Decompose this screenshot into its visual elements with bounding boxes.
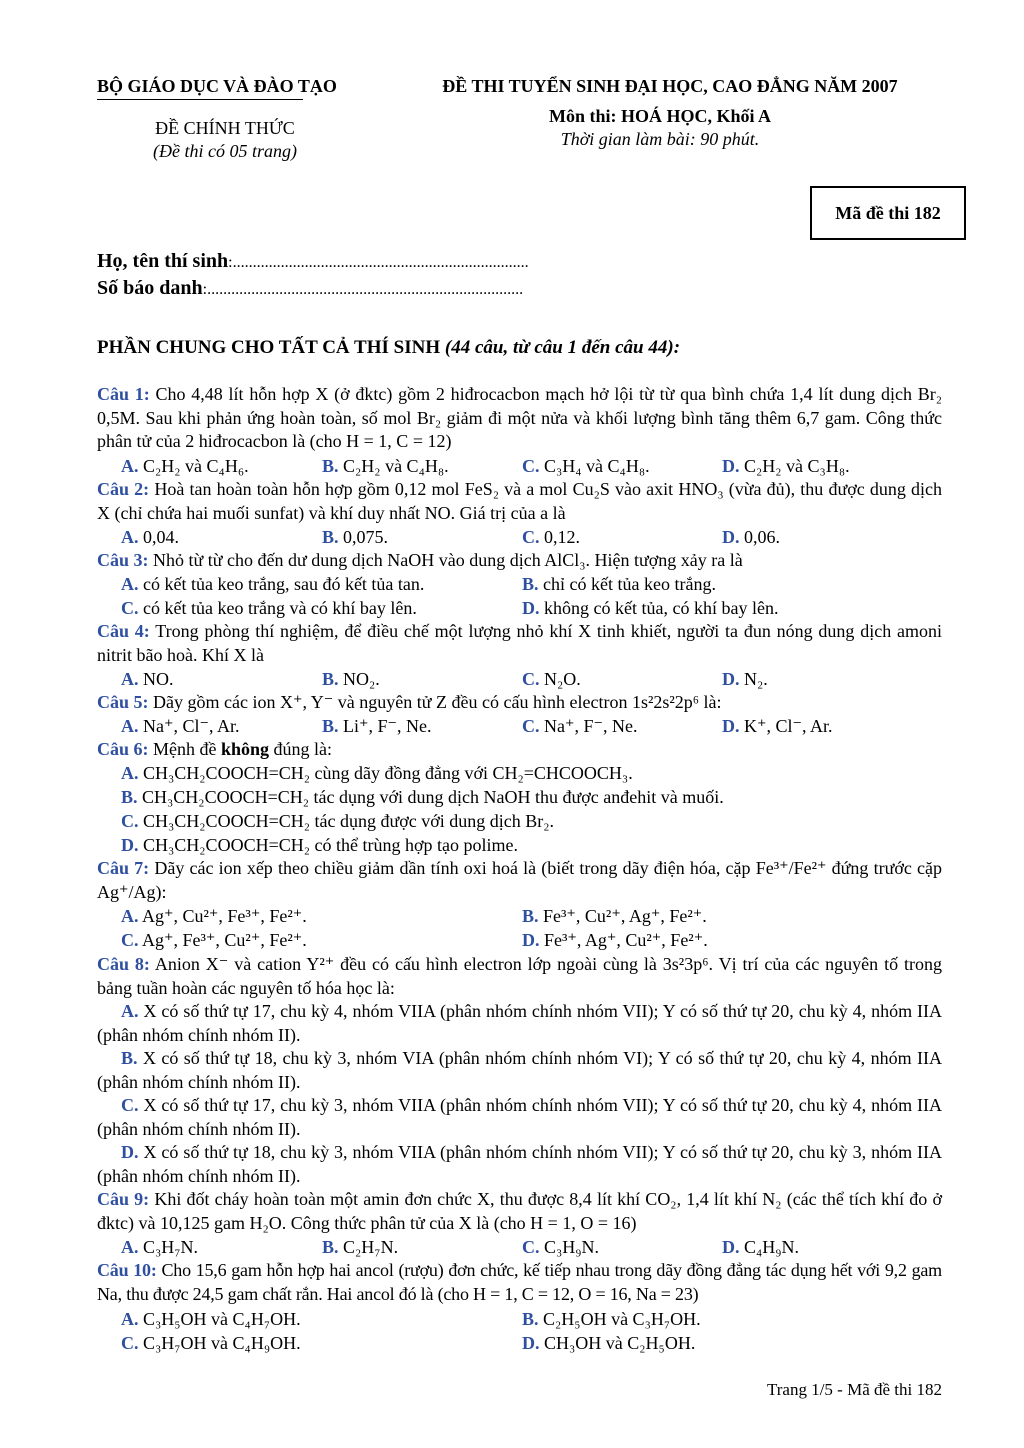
candidate-id-dots: :............................................................................... (202, 281, 524, 298)
option-label: C. (121, 930, 139, 950)
option-label: A. (121, 906, 139, 926)
option-text: CH₃CH₂COOCH=CH₂ tác dụng được với dung dịch Br₂. (143, 811, 555, 831)
option-text: C₂H₂ và C₃H₈. (744, 456, 850, 476)
option-text: Fe³⁺, Ag⁺, Cu²⁺, Fe²⁺. (544, 930, 708, 950)
q9-option-d[interactable] (722, 1236, 799, 1260)
question-text: Nhỏ từ từ cho đến dư dung dịch NaOH vào dung dịch AlCl₃. Hiện tượng xảy ra là (153, 550, 743, 570)
option-text: NO. (143, 669, 174, 689)
q4-option-d[interactable] (722, 668, 768, 692)
q1-option-a[interactable] (121, 455, 249, 479)
option-text: có kết tủa keo trắng và có khí bay lên. (143, 598, 417, 618)
candidate-name-dots: :.......................................................................... (228, 254, 529, 271)
option-text: CH₃CH₂COOCH=CH₂ cùng dãy đồng đẳng với CH₂=CHCOOCH₃. (143, 763, 633, 783)
section-note: (44 câu, từ câu 1 đến câu 44): (444, 337, 681, 358)
option-text: C₂H₇N. (343, 1237, 399, 1257)
question-text: Cho 4,48 lít hỗn hợp X (ở đktc) gồm 2 hiđrocacbon mạch hở lội từ từ qua bình chứa 1,4 lít dung dịch Br₂ 0,5M. Sau khi phản ứng hoàn toàn, số mol Br₂ giảm đi một nửa và khối lượng bình tăng thêm 6,7 gam. Công thức phân tử của 2 hiđrocacbon là (cho H = 1, C = 12) (97, 384, 942, 451)
option-label: C. (121, 1095, 139, 1115)
option-text: 0,075. (343, 527, 389, 547)
q8-option-d[interactable] (97, 1141, 942, 1188)
q9-option-c[interactable] (522, 1236, 599, 1260)
option-label: B. (322, 716, 339, 736)
q4-option-a[interactable] (121, 668, 174, 692)
option-label: B. (522, 906, 539, 926)
exam-title: ĐỀ THI TUYỂN SINH ĐẠI HỌC, CAO ĐẲNG NĂM 2007 (442, 76, 898, 96)
question-number: Câu 6: (97, 739, 149, 759)
option-label: C. (121, 1333, 139, 1353)
question-8 (97, 953, 942, 1000)
question-number: Câu 4: (97, 621, 150, 641)
option-label: B. (322, 456, 339, 476)
option-label: C. (522, 527, 540, 547)
option-text: N₂O. (544, 669, 581, 689)
candidate-id-line (97, 277, 523, 300)
time-line: Thời gian làm bài: 90 phút. (560, 129, 760, 149)
q3-option-a[interactable] (121, 573, 424, 597)
option-label: B. (322, 527, 339, 547)
option-text: C₂H₂ và C₄H₈. (343, 456, 449, 476)
q9-option-a[interactable] (121, 1236, 198, 1260)
question-text: Trong phòng thí nghiệm, để điều chế một lượng nhỏ khí X tinh khiết, người ta đun nóng dung dịch amoni nitrit bão hoà. Khí X là (97, 621, 943, 665)
option-label: C. (522, 669, 540, 689)
option-label: C. (522, 716, 540, 736)
question-5 (97, 691, 942, 715)
option-text: Na⁺, F⁻, Ne. (544, 716, 638, 736)
option-text: C₃H₅OH và C₄H₇OH. (143, 1309, 301, 1329)
candidate-name-line (97, 250, 529, 273)
option-text: Ag⁺, Fe³⁺, Cu²⁺, Fe²⁺. (142, 930, 307, 950)
question-text: Dãy các ion xếp theo chiều giảm dần tính oxi hoá là (biết trong dãy điện hóa, cặp Fe³⁺/Fe²⁺ đứng trước cặp Ag⁺/Ag): (97, 858, 942, 902)
q6-option-b[interactable] (121, 786, 724, 810)
q5-option-c[interactable] (522, 715, 638, 739)
q10-option-c[interactable] (121, 1332, 301, 1356)
question-text-pre: Mệnh đề (153, 739, 217, 759)
option-text: C₃H₄ và C₄H₈. (544, 456, 650, 476)
option-label: B. (121, 787, 138, 807)
option-label: B. (322, 669, 339, 689)
q1-option-d[interactable] (722, 455, 850, 479)
option-label: A. (121, 1309, 139, 1329)
q6-option-d[interactable] (121, 834, 518, 858)
q7-option-c[interactable] (121, 929, 307, 953)
option-label: A. (121, 716, 139, 736)
official-label: ĐỀ CHÍNH THỨC (155, 118, 295, 138)
option-label: D. (722, 527, 740, 547)
question-number: Câu 2: (97, 479, 150, 499)
question-text-emphasis: không (221, 739, 270, 759)
pages-note: (Đề thi có 05 trang) (153, 141, 297, 161)
q5-option-a[interactable] (121, 715, 240, 739)
q10-option-b[interactable] (522, 1308, 701, 1332)
q7-option-a[interactable] (121, 905, 307, 929)
option-text: 0,04. (143, 527, 179, 547)
option-text: X có số thứ tự 18, chu kỳ 3, nhóm VIA (phân nhóm chính nhóm VI); Y có số thứ tự 20, chu kỳ 4, nhóm IIA (phân nhóm chính nhóm II). (97, 1048, 943, 1092)
question-3 (97, 549, 942, 573)
question-number: Câu 8: (97, 954, 150, 974)
option-label: D. (722, 1237, 740, 1257)
option-text: có kết tủa keo trắng, sau đó kết tủa tan. (143, 574, 425, 594)
option-label: A. (121, 527, 139, 547)
option-text: X có số thứ tự 17, chu kỳ 4, nhóm VIIA (phân nhóm chính nhóm VII); Y có số thứ tự 20, chu kỳ 4, nhóm IIA (phân nhóm chính nhóm II). (97, 1001, 943, 1045)
option-label: A. (121, 763, 139, 783)
q10-option-a[interactable] (121, 1308, 301, 1332)
q7-option-b[interactable] (522, 905, 707, 929)
page-footer: Trang 1/5 - Mã đề thi 182 (766, 1380, 942, 1399)
option-text: X có số thứ tự 18, chu kỳ 3, nhóm VIIA (phân nhóm chính nhóm VII); Y có số thứ tự 20, chu kỳ 3, nhóm IIA (phân nhóm chính nhóm II). (97, 1142, 943, 1186)
q5-option-d[interactable] (722, 715, 833, 739)
option-label: D. (722, 456, 740, 476)
question-text: Dãy gồm các ion X⁺, Y⁻ và nguyên tử Z đều có cấu hình electron 1s²2s²2p⁶ là: (153, 692, 722, 712)
q8-option-c[interactable] (97, 1094, 942, 1141)
option-text: K⁺, Cl⁻, Ar. (744, 716, 833, 736)
section-heading (97, 337, 680, 359)
question-4 (97, 620, 942, 667)
exam-code-box (810, 186, 966, 240)
q7-option-d[interactable] (522, 929, 708, 953)
q9-option-b[interactable] (322, 1236, 398, 1260)
q1-option-c[interactable] (522, 455, 650, 479)
q2-option-c[interactable] (522, 526, 580, 550)
option-text: Li⁺, F⁻, Ne. (343, 716, 432, 736)
option-text: C₂H₂ và C₄H₆. (143, 456, 249, 476)
question-text: Hoà tan hoàn toàn hỗn hợp gồm 0,12 mol FeS₂ và a mol Cu₂S vào axit HNO₃ (vừa đủ), thu được dung dịch X (chỉ chứa hai muối sunfat) và khí duy nhất NO. Giá trị của a là (97, 479, 943, 523)
option-label: D. (121, 1142, 139, 1162)
option-label: A. (121, 1237, 139, 1257)
q5-option-b[interactable] (322, 715, 432, 739)
question-number: Câu 7: (97, 858, 150, 878)
question-number: Câu 10: (97, 1260, 157, 1280)
option-text: 0,06. (744, 527, 780, 547)
option-label: D. (522, 930, 540, 950)
q3-option-d[interactable] (522, 597, 778, 621)
question-number: Câu 9: (97, 1189, 150, 1209)
option-label: A. (121, 574, 139, 594)
option-label: A. (121, 669, 139, 689)
q3-option-c[interactable] (121, 597, 417, 621)
option-label: B. (522, 1309, 539, 1329)
option-label: C. (121, 811, 139, 831)
option-label: D. (522, 598, 540, 618)
q4-option-b[interactable] (322, 668, 380, 692)
q4-option-c[interactable] (522, 668, 581, 692)
option-label: D. (121, 835, 139, 855)
q8-option-a[interactable] (97, 1000, 942, 1047)
question-1 (97, 383, 942, 454)
option-text: CH₃CH₂COOCH=CH₂ tác dụng với dung dịch NaOH thu được anđehit và muối. (142, 787, 724, 807)
exam-code: Mã đề thi 182 (835, 202, 941, 223)
option-label: B. (121, 1048, 138, 1068)
ministry-underline (97, 99, 303, 100)
option-text: C₃H₇OH và C₄H₉OH. (143, 1333, 301, 1353)
candidate-name-label: Họ, tên thí sinh (97, 250, 229, 272)
question-text-post: đúng là: (273, 739, 333, 759)
option-text: C₄H₉N. (744, 1237, 800, 1257)
option-text: X có số thứ tự 17, chu kỳ 3, nhóm VIIA (phân nhóm chính nhóm VII); Y có số thứ tự 20, chu kỳ 4, nhóm IIA (phân nhóm chính nhóm II). (97, 1095, 943, 1139)
question-9 (97, 1188, 942, 1235)
question-number: Câu 1: (97, 384, 150, 404)
option-text: CH₃OH và C₂H₅OH. (544, 1333, 696, 1353)
question-text: Anion X⁻ và cation Y²⁺ đều có cấu hình electron lớp ngoài cùng là 3s²3p⁶. Vị trí của các nguyên tố trong bảng tuần hoàn các nguyên tố hóa học là: (97, 954, 942, 998)
candidate-id-label: Số báo danh (97, 277, 203, 299)
ministry-title: BỘ GIÁO DỤC VÀ ĐÀO TẠO (97, 76, 337, 96)
question-2 (97, 478, 942, 525)
option-text: N₂. (744, 669, 768, 689)
option-label: D. (722, 716, 740, 736)
q10-option-d[interactable] (522, 1332, 695, 1356)
question-10 (97, 1259, 942, 1306)
question-7 (97, 857, 942, 904)
option-text: không có kết tủa, có khí bay lên. (544, 598, 779, 618)
option-text: NO₂. (343, 669, 380, 689)
option-label: A. (121, 1001, 139, 1021)
q6-option-c[interactable] (121, 810, 554, 834)
section-title: PHẦN CHUNG CHO TẤT CẢ THÍ SINH (97, 337, 441, 358)
q2-option-a[interactable] (121, 526, 179, 550)
option-text: C₃H₇N. (143, 1237, 199, 1257)
option-label: B. (322, 1237, 339, 1257)
option-text: 0,12. (544, 527, 580, 547)
option-label: D. (722, 669, 740, 689)
q2-option-d[interactable] (722, 526, 780, 550)
option-text: C₃H₉N. (544, 1237, 600, 1257)
question-number: Câu 3: (97, 550, 149, 570)
option-label: C. (522, 1237, 540, 1257)
option-text: Ag⁺, Cu²⁺, Fe³⁺, Fe²⁺. (142, 906, 307, 926)
q6-option-a[interactable] (121, 762, 633, 786)
option-label: C. (121, 598, 139, 618)
option-label: A. (121, 456, 139, 476)
option-text: Na⁺, Cl⁻, Ar. (143, 716, 240, 736)
option-label: B. (522, 574, 539, 594)
subject-line: Môn thi: HOÁ HỌC, Khối A (548, 106, 772, 126)
option-text: C₂H₅OH và C₃H₇OH. (543, 1309, 701, 1329)
question-number: Câu 5: (97, 692, 149, 712)
q8-option-b[interactable] (97, 1047, 942, 1094)
option-label: C. (522, 456, 540, 476)
question-text: Cho 15,6 gam hỗn hợp hai ancol (rượu) đơn chức, kế tiếp nhau trong dãy đồng đẳng tác dụng hết với 9,2 gam Na, thu được 24,5 gam chất rắn. Hai ancol đó là (cho H = 1, C = 12, O = 16, Na = 23) (97, 1260, 942, 1304)
option-text: chỉ có kết tủa keo trắng. (543, 574, 716, 594)
q3-option-b[interactable] (522, 573, 716, 597)
option-text: Fe³⁺, Cu²⁺, Ag⁺, Fe²⁺. (543, 906, 707, 926)
option-text: CH₃CH₂COOCH=CH₂ có thể trùng hợp tạo polime. (143, 835, 518, 855)
q2-option-b[interactable] (322, 526, 388, 550)
option-label: D. (522, 1333, 540, 1353)
q1-option-b[interactable] (322, 455, 449, 479)
question-6 (97, 738, 942, 762)
question-text: Khi đốt cháy hoàn toàn một amin đơn chức X, thu được 8,4 lít khí CO₂, 1,4 lít khí N₂ (các thể tích khí đo ở đktc) và 10,125 gam H₂O. Công thức phân tử của X là (cho H = 1, O = 16) (97, 1189, 942, 1233)
